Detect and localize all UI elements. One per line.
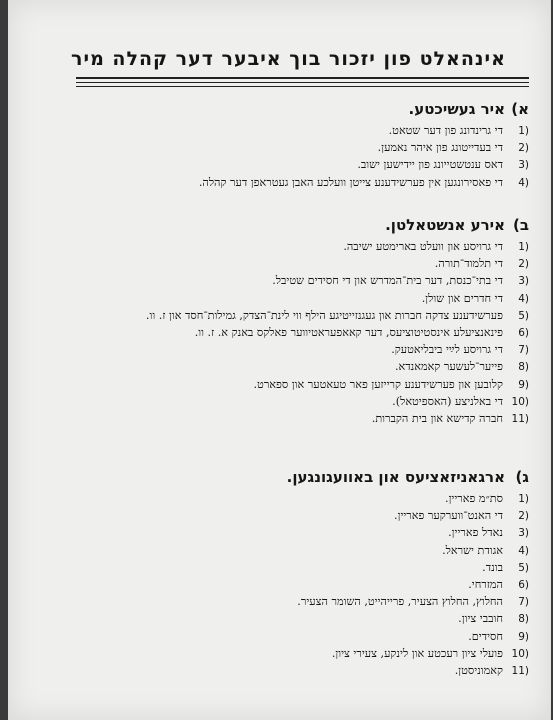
item-text: חובבי ציון. bbox=[458, 612, 503, 626]
item-number: 6) bbox=[518, 326, 529, 339]
item-text: די באלניצע (האספיטאל). bbox=[392, 394, 503, 408]
section-institutions bbox=[68, 216, 529, 429]
item-number: 1) bbox=[518, 241, 529, 253]
section-organizations bbox=[68, 468, 529, 681]
item-number: 2) bbox=[518, 510, 529, 523]
item-number: 8) bbox=[518, 361, 529, 374]
item-number: 9) bbox=[518, 378, 529, 391]
item-text: די גרויסע לײַי ביבליאטעק. bbox=[391, 343, 503, 357]
section-letter: ב) bbox=[512, 216, 529, 234]
item-number: 4) bbox=[518, 176, 529, 189]
title-rule bbox=[76, 86, 529, 87]
item-number: 7) bbox=[518, 596, 529, 609]
section-letter: א) bbox=[511, 100, 529, 118]
item-text: פועלי ציון רעכטע און לינקע, צעירי ציון. bbox=[331, 646, 503, 660]
list-item bbox=[68, 595, 529, 609]
list-item bbox=[68, 141, 529, 155]
item-text: די תלמוד־תורה. bbox=[434, 257, 503, 271]
item-text: החלוץ, החלוץ הצעיר, פרייהייט, השומר הצעיר. bbox=[297, 595, 503, 609]
section-title: אירע אנשטאלטן. bbox=[385, 216, 505, 234]
section-title: איר געשיכטע. bbox=[408, 100, 505, 118]
item-number: 8) bbox=[518, 613, 529, 626]
item-number: 4) bbox=[518, 292, 529, 305]
list-item bbox=[68, 412, 529, 426]
item-text: קאמוניסטן. bbox=[454, 663, 503, 677]
item-text: סת״מ פאריין. bbox=[445, 492, 503, 505]
list-item bbox=[68, 561, 529, 575]
section-title: ארגאניזאציעס און באוועגונגען. bbox=[286, 468, 505, 486]
item-text: חברה קדישא און בית הקברות. bbox=[371, 411, 503, 425]
item-number: 4) bbox=[518, 544, 529, 557]
item-text: די גרויסע און וועלט בארימטע ישיבה. bbox=[343, 240, 503, 253]
list-item bbox=[68, 257, 529, 271]
item-number: 3) bbox=[518, 159, 529, 172]
list-item bbox=[68, 630, 529, 644]
item-text: אגודת ישראל. bbox=[442, 543, 503, 557]
item-text: המזרחי. bbox=[468, 577, 503, 591]
title-rule bbox=[76, 82, 529, 83]
title-rule bbox=[76, 77, 529, 79]
item-text: חסידים. bbox=[468, 629, 503, 643]
item-number: 1) bbox=[518, 493, 529, 505]
item-number: 5) bbox=[518, 309, 529, 322]
list-item bbox=[68, 509, 529, 523]
section-heading bbox=[68, 468, 529, 486]
list-item bbox=[68, 360, 529, 374]
item-text: נאדל פאריין. bbox=[448, 526, 503, 540]
list-item bbox=[68, 526, 529, 540]
list-item bbox=[68, 124, 529, 138]
item-text: דאס ענטשטייונג פון יידישען ישוב. bbox=[357, 158, 503, 172]
item-text: די חדרים און שולן. bbox=[421, 291, 503, 305]
document-page bbox=[8, 0, 551, 720]
item-text: די בעדייטונג פון איהר נאמען. bbox=[377, 141, 503, 155]
page-title: אינהאלט פון יזכור בוך איבער דער קהלה מיר bbox=[71, 48, 506, 70]
list-item bbox=[68, 378, 529, 392]
item-text: פינאנציעלע אינסטיטוציעס, דער קאאפעראטיווער פאלקס באנק א. ז. וו. bbox=[194, 325, 503, 339]
item-number: 9) bbox=[518, 630, 529, 643]
item-list bbox=[68, 124, 529, 190]
item-list bbox=[68, 240, 529, 426]
item-number: 5) bbox=[518, 561, 529, 574]
list-item bbox=[68, 274, 529, 288]
item-text: קלובען און פערשידענע קרייזען פאר טעאטער און ספארט. bbox=[253, 377, 503, 391]
item-text: פייער־לעשער קאמאנדא. bbox=[394, 360, 503, 374]
item-number: 1) bbox=[518, 125, 529, 137]
item-text: די האנט־ווערקער פאריין. bbox=[394, 509, 503, 523]
list-item bbox=[68, 240, 529, 254]
item-number: 10) bbox=[511, 395, 529, 408]
item-text: די פאסירונגען אין פערשידענע צייטן וועלכע האבן געטראפן דער קהלה. bbox=[198, 175, 503, 189]
section-heading bbox=[68, 100, 529, 118]
item-text: די בתי־כנסת, דער בית־המדרש און די חסידים שטיבל. bbox=[272, 274, 503, 288]
item-number: 2) bbox=[518, 258, 529, 271]
list-item bbox=[68, 664, 529, 678]
list-item bbox=[68, 492, 529, 506]
list-item bbox=[68, 326, 529, 340]
item-number: 10) bbox=[511, 647, 529, 660]
item-text: די גרינדונג פון דער שטאט. bbox=[388, 124, 503, 137]
list-item bbox=[68, 158, 529, 172]
item-number: 2) bbox=[518, 142, 529, 155]
item-number: 11) bbox=[511, 664, 529, 677]
item-text: פערשידענע צדקה חברות און געגנזייטיגע הילף ווי לינת־הצדק, גמילות־חסד און ז. וו. bbox=[145, 308, 503, 322]
list-item bbox=[68, 343, 529, 357]
item-list bbox=[68, 492, 529, 678]
section-heading bbox=[68, 216, 529, 234]
item-number: 11) bbox=[511, 412, 529, 425]
list-item bbox=[68, 612, 529, 626]
list-item bbox=[68, 395, 529, 409]
item-number: 6) bbox=[518, 578, 529, 591]
list-item bbox=[68, 176, 529, 190]
list-item bbox=[68, 309, 529, 323]
item-number: 7) bbox=[518, 344, 529, 357]
list-item bbox=[68, 647, 529, 661]
list-item bbox=[68, 292, 529, 306]
item-text: בונד. bbox=[482, 560, 503, 574]
item-number: 3) bbox=[518, 275, 529, 288]
section-history bbox=[68, 100, 529, 193]
section-letter: ג) bbox=[515, 468, 529, 486]
list-item bbox=[68, 544, 529, 558]
item-number: 3) bbox=[518, 527, 529, 540]
list-item bbox=[68, 578, 529, 592]
